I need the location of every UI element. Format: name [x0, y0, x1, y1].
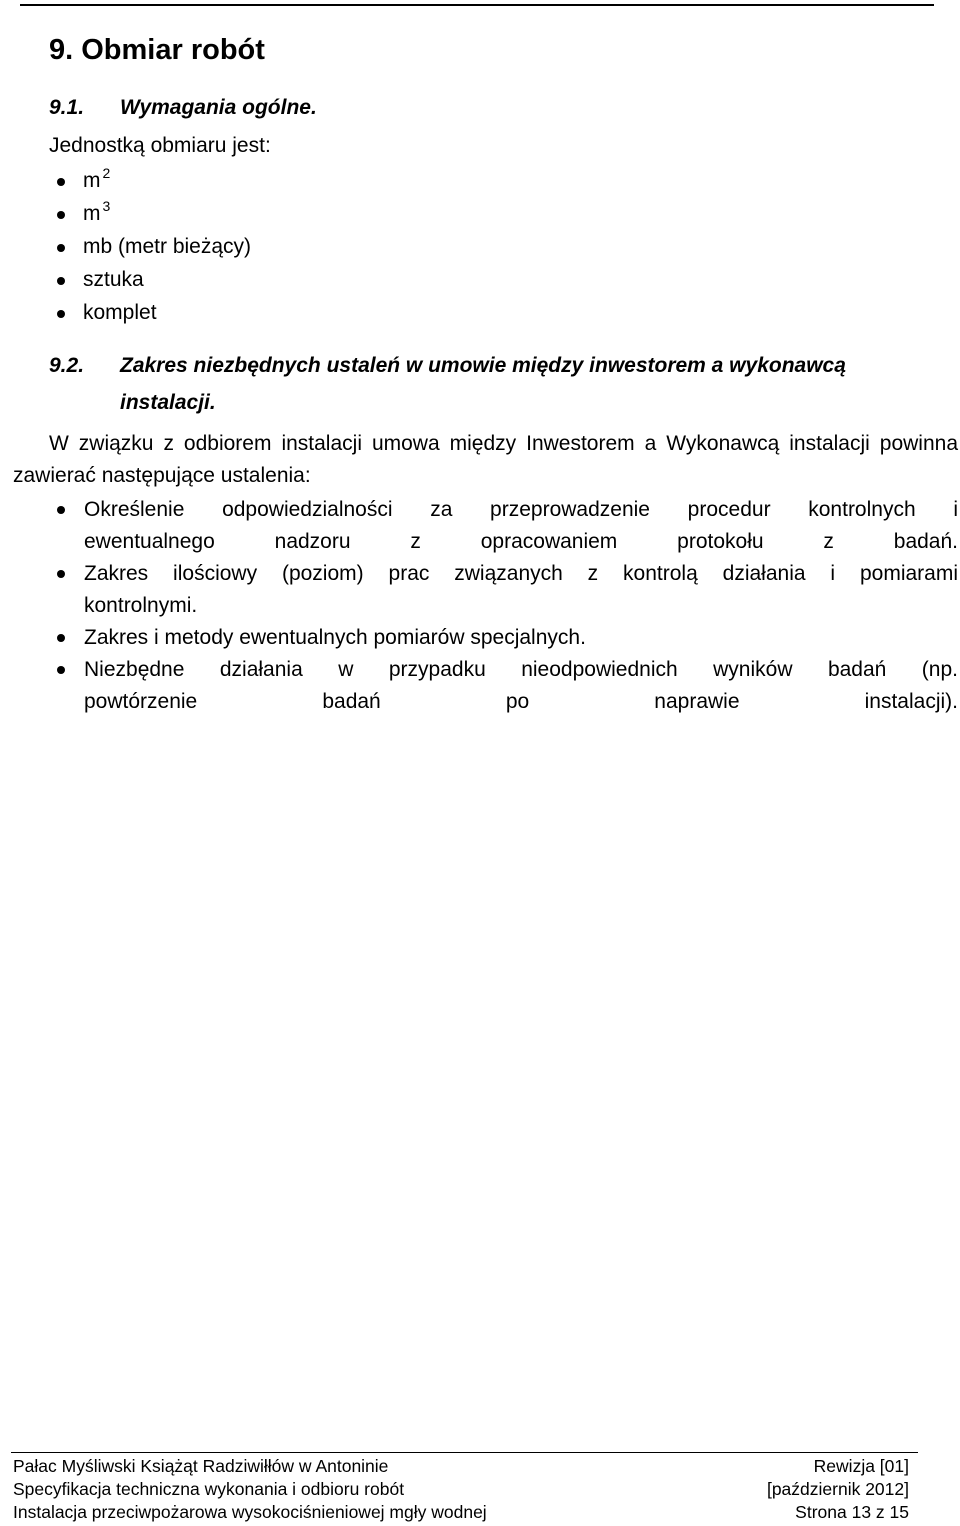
- subsection-title: Wymagania ogólne.: [120, 96, 317, 119]
- units-intro: Jednostką obmiaru jest:: [49, 134, 271, 157]
- unit-label: m: [83, 202, 101, 225]
- list-item: [0, 654, 958, 718]
- footer-project-name: Pałac Myśliwski Książąt Radziwiłłów w Antoninie: [13, 1456, 389, 1476]
- bullet-icon: [57, 244, 65, 252]
- unit-label: sztuka: [83, 268, 144, 291]
- footer-rule: [11, 1452, 918, 1453]
- list-item: [0, 558, 958, 622]
- list-item: [0, 622, 958, 654]
- footer-page-number: Strona 13 z 15: [795, 1502, 909, 1522]
- item-text-line1: Zakres i metody ewentualnych pomiarów specjalnych.: [84, 626, 586, 649]
- list-item: [0, 299, 400, 327]
- subsection-title-continued: instalacji.: [120, 391, 216, 414]
- section-heading: 9. Obmiar robót: [49, 34, 265, 66]
- subsection-title: Zakres niezbędnych ustaleń w umowie między inwestorem a wykonawcą: [120, 354, 846, 377]
- footer-document-type: Specyfikacja techniczna wykonania i odbioru robót: [13, 1479, 405, 1499]
- footer-revision: Rewizja [01]: [813, 1456, 909, 1476]
- bullet-icon: [57, 570, 65, 578]
- list-item: [0, 200, 400, 228]
- unit-label: mb (metr bieżący): [83, 235, 252, 258]
- footer-date: [październik 2012]: [766, 1479, 909, 1499]
- bullet-icon: [57, 277, 65, 285]
- item-text-line1: Określenie odpowiedzialności za przeprowadzenie procedur kontrolnych i: [84, 498, 958, 521]
- item-text-line1: Zakres ilościowy (poziom) prac związanych z kontrolą działania i pomiarami: [84, 562, 958, 585]
- bullet-icon: [57, 310, 65, 318]
- bullet-icon: [57, 211, 65, 219]
- footer-installation-name: Instalacja przeciwpożarowa wysokociśnieniowej mgły wodnej: [13, 1502, 487, 1522]
- header-rule: [20, 4, 934, 6]
- item-text-line1: Niezbędne działania w przypadku nieodpowiednich wyników badań (np.: [84, 658, 958, 681]
- item-text-line2: kontrolnymi.: [84, 594, 198, 617]
- list-item: [0, 266, 400, 294]
- subsection-number: 9.2.: [49, 354, 85, 377]
- list-item: [0, 167, 400, 195]
- unit-label: m: [83, 169, 101, 192]
- requirements-list: [0, 494, 960, 718]
- unit-exponent: 2: [102, 165, 111, 181]
- unit-label: komplet: [83, 301, 157, 324]
- footer-row-3: [13, 1500, 909, 1524]
- bullet-icon: [57, 666, 65, 674]
- subsection-number: 9.1.: [49, 96, 85, 119]
- footer-row-1: [13, 1454, 909, 1478]
- item-text-line2: ewentualnego nadzoru z opracowaniem protokołu z badań.: [84, 530, 958, 553]
- item-text-line2: powtórzenie badań po naprawie instalacji).: [84, 690, 958, 713]
- subsection-heading-9-2: [49, 352, 846, 380]
- list-item: [0, 494, 958, 558]
- footer-row-2: [13, 1477, 909, 1501]
- unit-exponent: 3: [102, 198, 111, 214]
- contract-paragraph: W związku z odbiorem instalacji umowa między Inwestorem a Wykonawcą instalacji powinna zawierać następujące ustalenia:: [13, 432, 958, 487]
- subsection-heading-9-1: [49, 94, 317, 122]
- bullet-icon: [57, 634, 65, 642]
- list-item: [0, 233, 400, 261]
- bullet-icon: [57, 506, 65, 514]
- bullet-icon: [57, 178, 65, 186]
